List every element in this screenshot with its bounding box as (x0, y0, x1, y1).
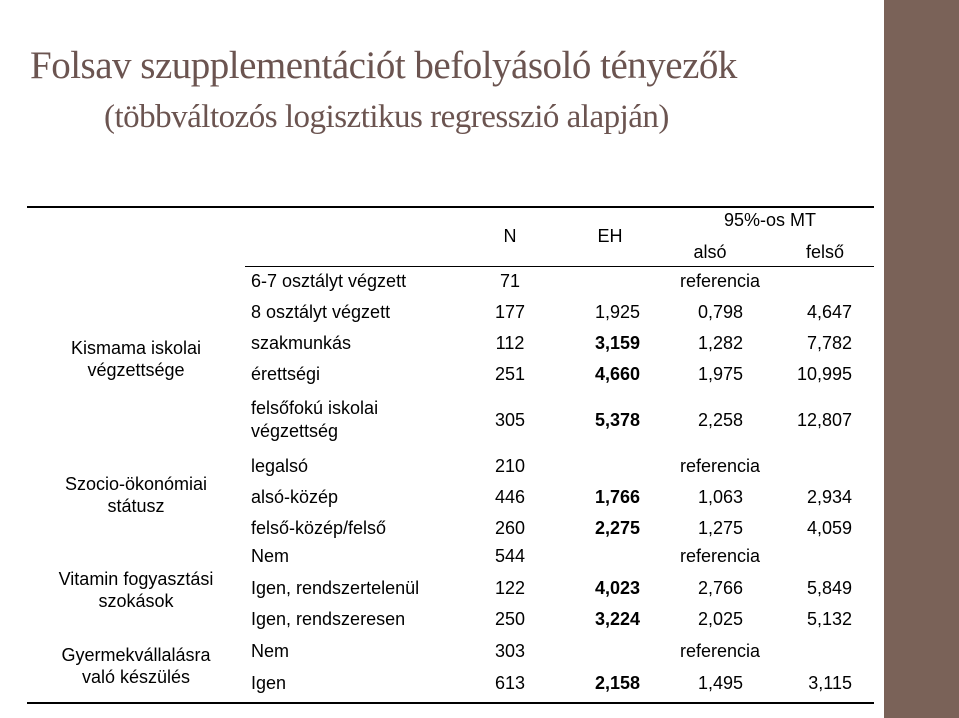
header-upper: felső (805, 242, 845, 262)
row-lower: 1,975 (697, 364, 743, 384)
slide-title: Folsav szupplementációt befolyásoló tényezők (30, 44, 737, 87)
row-lower: 1,063 (697, 487, 743, 507)
table-header-rule (245, 266, 874, 267)
row-upper: 12,807 (796, 410, 852, 430)
row-n: 251 (494, 364, 526, 384)
row-upper: 5,132 (806, 609, 852, 629)
decorative-side-bar (884, 0, 959, 718)
row-n: 446 (494, 487, 526, 507)
row-label: Igen, rendszeresen (251, 609, 406, 629)
row-label: alsó-közép (251, 487, 339, 507)
group-label: Szocio-ökonómiai státusz (64, 474, 208, 516)
row-label: Nem (251, 546, 290, 566)
row-eh: 3,224 (594, 609, 640, 629)
row-lower: 2,258 (697, 410, 743, 430)
row-upper: 4,059 (806, 518, 852, 538)
row-n: 250 (494, 609, 526, 629)
row-label-line2: végzettség (251, 421, 339, 441)
group-label: Kismama iskolai végzettsége (70, 338, 202, 380)
row-upper: 7,782 (806, 333, 852, 353)
row-n: 210 (494, 456, 526, 476)
row-reference: referencia (679, 641, 761, 661)
row-n: 303 (494, 641, 526, 661)
row-upper: 4,647 (806, 302, 852, 322)
row-n: 305 (494, 410, 526, 430)
row-n: 122 (494, 578, 526, 598)
row-label: legalsó (251, 456, 309, 476)
row-n: 544 (494, 546, 526, 566)
table-top-rule (27, 206, 874, 208)
row-label: 6-7 osztályt végzett (251, 271, 407, 291)
header-eh: EH (597, 226, 623, 246)
row-reference: referencia (679, 271, 761, 291)
row-n: 177 (494, 302, 526, 322)
row-lower: 1,282 (697, 333, 743, 353)
row-lower: 2,025 (697, 609, 743, 629)
group-label: Gyermekvállalásra való készülés (61, 645, 211, 687)
row-lower: 2,766 (697, 578, 743, 598)
group-label: Vitamin fogyasztási szokások (58, 569, 214, 611)
row-eh: 4,660 (594, 364, 640, 384)
row-upper: 10,995 (796, 364, 852, 384)
header-ci: 95%-os MT (723, 210, 817, 230)
row-n: 260 (494, 518, 526, 538)
row-reference: referencia (679, 546, 761, 566)
row-upper: 5,849 (806, 578, 852, 598)
row-label: Igen (251, 673, 287, 693)
row-eh: 5,378 (594, 410, 640, 430)
row-eh: 4,023 (594, 578, 640, 598)
row-upper: 2,934 (806, 487, 852, 507)
row-eh: 2,158 (594, 673, 640, 693)
row-label: 8 osztályt végzett (251, 302, 391, 322)
row-label: felsőfokú iskolai (251, 398, 379, 418)
slide-subtitle: (többváltozós logisztikus regresszió alapján) (104, 99, 669, 135)
row-lower: 1,495 (697, 673, 743, 693)
row-reference: referencia (679, 456, 761, 476)
row-label: szakmunkás (251, 333, 352, 353)
table-bottom-rule (27, 702, 874, 704)
row-label: felső-közép/felső (251, 518, 387, 538)
row-upper: 3,115 (808, 673, 852, 693)
header-n: N (503, 226, 517, 246)
row-label: Igen, rendszertelenül (251, 578, 420, 598)
row-eh: 3,159 (594, 333, 640, 353)
row-eh: 1,925 (594, 302, 640, 322)
row-lower: 0,798 (697, 302, 743, 322)
row-eh: 2,275 (594, 518, 640, 538)
row-n: 112 (495, 333, 525, 353)
row-n: 613 (494, 673, 526, 693)
header-lower: alsó (693, 242, 727, 262)
row-lower: 1,275 (697, 518, 743, 538)
row-n: 71 (499, 271, 521, 291)
row-eh: 1,766 (594, 487, 640, 507)
row-label: Nem (251, 641, 290, 661)
row-label: érettségi (251, 364, 321, 384)
